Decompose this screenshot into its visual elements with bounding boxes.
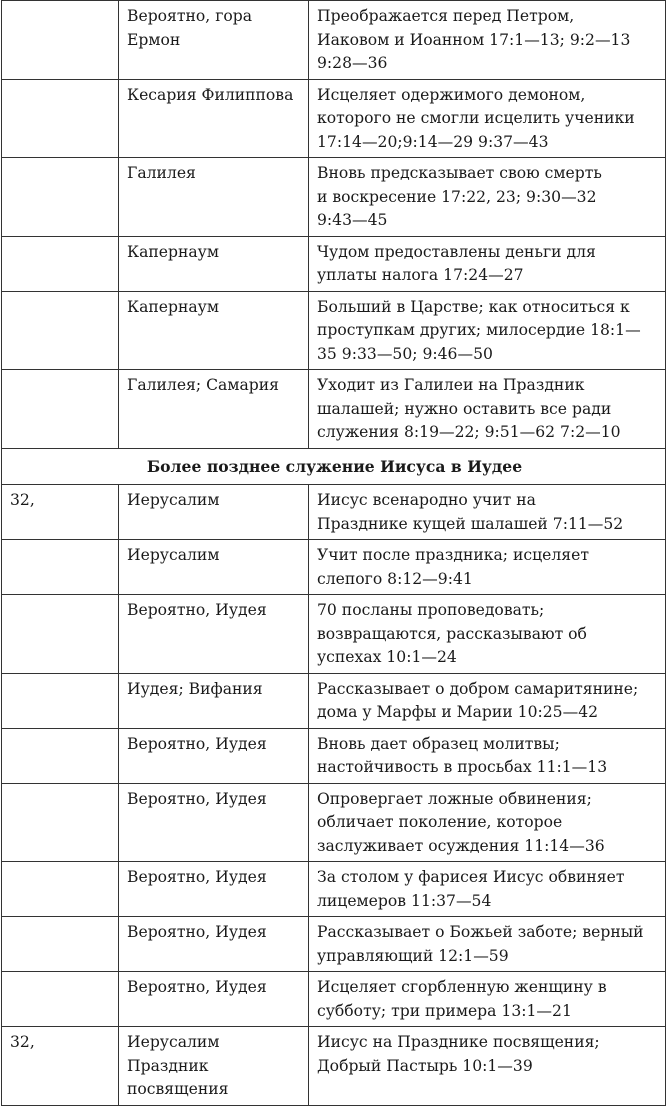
place-cell: Галилея	[119, 158, 309, 237]
place-cell: Иерусалим Праздник посвящения	[119, 1027, 309, 1106]
table-row	[2, 728, 666, 783]
table-row	[2, 236, 666, 291]
place-cell: Галилея; Самария	[119, 370, 309, 449]
table-row	[2, 972, 666, 1027]
table-row	[2, 485, 666, 540]
table-row	[2, 862, 666, 917]
event-cell: Вновь дает образец молитвы; настойчивость в просьбах 11:1—13	[309, 728, 666, 783]
chronology-table	[1, 0, 666, 1106]
place-cell: Капернаум	[119, 236, 309, 291]
section-title: Более позднее служение Иисуса в Иудее	[2, 448, 666, 485]
place-cell: Капернаум	[119, 291, 309, 370]
table-row	[2, 158, 666, 237]
table-row	[2, 540, 666, 595]
place-cell: Вероятно, гора Ермон	[119, 1, 309, 80]
year-cell	[2, 79, 119, 158]
place-cell: Вероятно, Иудея	[119, 728, 309, 783]
table-row	[2, 783, 666, 862]
place-cell: Иерусалим	[119, 485, 309, 540]
event-cell: Рассказывает о Божьей заботе; верный управляющий 12:1—59	[309, 917, 666, 972]
place-cell: Кесария Филиппова	[119, 79, 309, 158]
year-cell: 32,	[2, 485, 119, 540]
year-cell	[2, 595, 119, 674]
year-cell: 32,	[2, 1027, 119, 1106]
event-cell: Уходит из Галилеи на Праздник шалашей; нужно оставить все ради служения 8:19—22; 9:51—62 7:2—10	[309, 370, 666, 449]
event-cell: Иисус на Празднике посвящения; Добрый Пастырь 10:1—39	[309, 1027, 666, 1106]
year-cell	[2, 1, 119, 80]
table-row	[2, 79, 666, 158]
table-row	[2, 370, 666, 449]
year-cell	[2, 862, 119, 917]
event-cell: Преображается перед Петром, Иаковом и Иоанном 17:1—13; 9:2—13 9:28—36	[309, 1, 666, 80]
event-cell: Вновь предсказывает свою смерть и воскресение 17:22, 23; 9:30—32 9:43—45	[309, 158, 666, 237]
place-cell: Вероятно, Иудея	[119, 862, 309, 917]
event-cell: Исцеляет одержимого демоном, которого не смогли исцелить ученики 17:14—20;9:14—29 9:37—43	[309, 79, 666, 158]
year-cell	[2, 728, 119, 783]
place-cell: Вероятно, Иудея	[119, 595, 309, 674]
event-cell: За столом у фарисея Иисус обвиняет лицемеров 11:37—54	[309, 862, 666, 917]
event-cell: Больший в Царстве; как относиться к проступкам других; милосердие 18:1— 35 9:33—50; 9:46—50	[309, 291, 666, 370]
table-row	[2, 1, 666, 80]
place-cell: Иудея; Вифания	[119, 673, 309, 728]
place-cell: Вероятно, Иудея	[119, 972, 309, 1027]
table-row	[2, 291, 666, 370]
year-cell	[2, 917, 119, 972]
event-cell: Рассказывает о добром самаритянине; дома у Марфы и Марии 10:25—42	[309, 673, 666, 728]
table-row	[2, 595, 666, 674]
event-cell: Опровергает ложные обвинения; обличает поколение, которое заслуживает осуждения 11:14—36	[309, 783, 666, 862]
place-cell: Вероятно, Иудея	[119, 783, 309, 862]
event-cell: 70 посланы проповедовать; возвращаются, рассказывают об успехах 10:1—24	[309, 595, 666, 674]
event-cell: Чудом предоставлены деньги для уплаты налога 17:24—27	[309, 236, 666, 291]
year-cell	[2, 673, 119, 728]
section-header-row	[2, 448, 666, 485]
table-row	[2, 917, 666, 972]
place-cell: Вероятно, Иудея	[119, 917, 309, 972]
year-cell	[2, 783, 119, 862]
year-cell	[2, 972, 119, 1027]
year-cell	[2, 370, 119, 449]
year-cell	[2, 158, 119, 237]
year-cell	[2, 291, 119, 370]
event-cell: Исцеляет сгорбленную женщину в субботу; три примера 13:1—21	[309, 972, 666, 1027]
table-row	[2, 1027, 666, 1106]
year-cell	[2, 236, 119, 291]
event-cell: Иисус всенародно учит на Празднике кущей шалашей 7:11—52	[309, 485, 666, 540]
year-cell	[2, 540, 119, 595]
place-cell: Иерусалим	[119, 540, 309, 595]
table-row	[2, 673, 666, 728]
event-cell: Учит после праздника; исцеляет слепого 8:12—9:41	[309, 540, 666, 595]
